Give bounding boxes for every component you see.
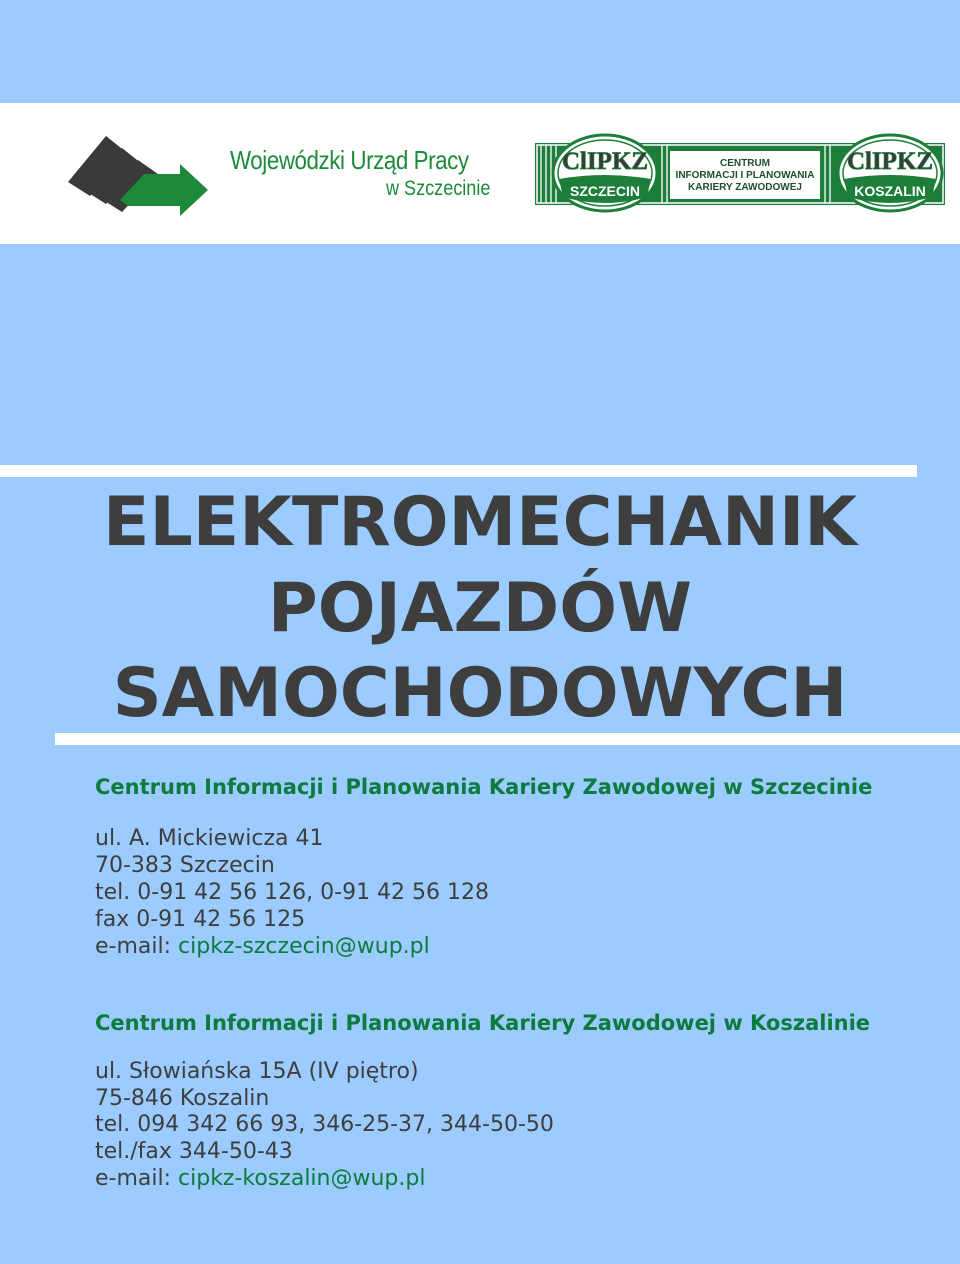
cipkz-left-logo-text: ClIPKZ bbox=[561, 148, 649, 175]
szczecin-postal: 70-383 Szczecin bbox=[95, 853, 275, 878]
org-name: Wojewódzki Urząd Pracy bbox=[230, 145, 469, 175]
cipkz-koszalin-badge bbox=[838, 135, 942, 211]
cipkz-banner-line1: CENTRUM bbox=[720, 158, 770, 169]
szczecin-email-line bbox=[95, 934, 430, 960]
koszalin-email-link[interactable]: cipkz-koszalin@wup.pl bbox=[178, 1166, 426, 1191]
koszalin-postal: 75-846 Koszalin bbox=[95, 1086, 270, 1111]
koszalin-phone: tel. 094 342 66 93, 346-25-37, 344-50-50 bbox=[95, 1112, 554, 1137]
szczecin-email-link[interactable]: cipkz-szczecin@wup.pl bbox=[178, 934, 430, 959]
koszalin-street: ul. Słowiańska 15A (IV piętro) bbox=[95, 1059, 419, 1084]
szczecin-heading: Centrum Informacji i Planowania Kariery Zawodowej w Szczecinie bbox=[95, 775, 873, 799]
koszalin-heading: Centrum Informacji i Planowania Kariery Zawodowej w Koszalinie bbox=[95, 1011, 871, 1035]
koszalin-email-line bbox=[95, 1166, 425, 1192]
title-line-2: POJAZDÓW bbox=[267, 569, 693, 648]
cipkz-left-city: SZCZECIN bbox=[570, 183, 640, 199]
divider-bottom bbox=[55, 733, 960, 745]
title-line-3: SAMOCHODOWYCH bbox=[112, 654, 848, 733]
cipkz-szczecin-badge bbox=[553, 135, 657, 211]
cipkz-banner-logo bbox=[535, 131, 945, 215]
org-city: w Szczecinie bbox=[386, 177, 491, 200]
szczecin-phone: tel. 0-91 42 56 126, 0-91 42 56 128 bbox=[95, 880, 490, 905]
divider-top bbox=[0, 465, 917, 477]
cipkz-banner-line3: KARIERY ZAWODOWEJ bbox=[688, 182, 802, 193]
koszalin-email-label: e-mail: bbox=[95, 1166, 179, 1191]
koszalin-fax: tel./fax 344-50-43 bbox=[95, 1139, 293, 1164]
wup-logo-icon bbox=[62, 130, 212, 220]
cipkz-right-logo-text: ClIPKZ bbox=[846, 148, 934, 175]
title-line-1: ELEKTROMECHANIK bbox=[103, 483, 857, 562]
szczecin-street: ul. A. Mickiewicza 41 bbox=[95, 826, 324, 851]
szczecin-fax: fax 0-91 42 56 125 bbox=[95, 907, 306, 932]
szczecin-email-label: e-mail: bbox=[95, 934, 179, 959]
cipkz-right-city: KOSZALIN bbox=[854, 183, 926, 199]
cipkz-banner-line2: INFORMACJI I PLANOWANIA bbox=[675, 170, 815, 181]
